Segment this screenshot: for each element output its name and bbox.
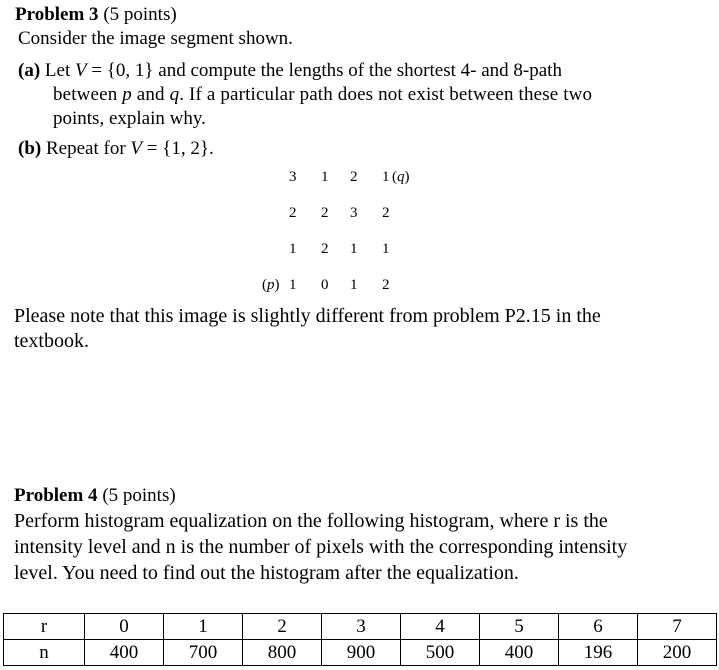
histogram-table bbox=[3, 613, 717, 666]
grid-cell: 2 bbox=[289, 205, 297, 221]
part-b-label: (b) bbox=[18, 138, 42, 159]
table-cell: 400 bbox=[85, 640, 164, 666]
var-v: V bbox=[74, 60, 87, 81]
grid-cell: 1 bbox=[321, 169, 329, 185]
table-cell: 6 bbox=[559, 614, 638, 640]
p-label: (p) bbox=[262, 277, 280, 293]
table-cell: 500 bbox=[401, 640, 480, 666]
part-b-set: = {1, 2}. bbox=[142, 138, 214, 159]
var-p: p bbox=[122, 84, 132, 105]
problem-3-label: Problem 3 bbox=[15, 4, 99, 25]
problem-4-line-3: level. You need to find out the histogram after the equalization. bbox=[14, 562, 519, 584]
grid-cell: 1 bbox=[289, 277, 297, 293]
part-a-line-1 bbox=[18, 60, 562, 82]
grid-cell: 1 bbox=[382, 241, 390, 257]
table-header-n: n bbox=[4, 640, 85, 666]
table-cell: 200 bbox=[638, 640, 717, 666]
part-a-text-4: . If a particular path does not exist between these two bbox=[179, 84, 593, 105]
part-a-set: = {0, 1} and compute the lengths of the shortest 4- and 8-path bbox=[86, 60, 562, 81]
table-cell: 900 bbox=[322, 640, 401, 666]
part-a-text-1: Let bbox=[44, 60, 75, 81]
problem-3-title bbox=[15, 4, 177, 26]
grid-cell: 1 bbox=[350, 241, 358, 257]
grid-cell: 3 bbox=[350, 205, 358, 221]
table-cell: 1 bbox=[164, 614, 243, 640]
note-line-2: textbook. bbox=[14, 330, 89, 352]
grid-cell: 2 bbox=[350, 169, 358, 185]
problem-3-points: (5 points) bbox=[98, 4, 177, 25]
table-cell: 7 bbox=[638, 614, 717, 640]
table-cell: 196 bbox=[559, 640, 638, 666]
table-cell: 0 bbox=[85, 614, 164, 640]
table-row-r bbox=[4, 614, 717, 640]
note-line-1: Please note that this image is slightly different from problem P2.15 in the bbox=[14, 305, 601, 327]
table-cell: 5 bbox=[480, 614, 559, 640]
problem-4-label: Problem 4 bbox=[14, 485, 98, 506]
table-cell: 2 bbox=[243, 614, 322, 640]
grid-cell: 3 bbox=[289, 169, 297, 185]
q-label: (q) bbox=[392, 169, 410, 185]
var-q: q bbox=[169, 84, 180, 105]
problem-4-points: (5 points) bbox=[97, 485, 176, 506]
grid-cell: 2 bbox=[382, 205, 390, 221]
grid-cell: 1 bbox=[350, 277, 358, 293]
problem-3-intro: Consider the image segment shown. bbox=[18, 28, 293, 49]
grid-cell: 2 bbox=[321, 205, 329, 221]
part-a-line-2 bbox=[53, 84, 592, 106]
problem-4-line-1: Perform histogram equalization on the following histogram, where r is the bbox=[14, 510, 608, 532]
part-b-line bbox=[18, 138, 214, 160]
table-cell: 800 bbox=[243, 640, 322, 666]
table-cell: 400 bbox=[480, 640, 559, 666]
part-a-text-3: and bbox=[131, 84, 170, 105]
table-header-r: r bbox=[4, 614, 85, 640]
table-cell: 4 bbox=[401, 614, 480, 640]
grid-cell: 0 bbox=[321, 277, 329, 293]
part-a-text-2: between bbox=[53, 84, 123, 105]
table-cell: 700 bbox=[164, 640, 243, 666]
grid-cell: 2 bbox=[321, 241, 329, 257]
part-a-label: (a) bbox=[18, 60, 41, 81]
table-cell: 3 bbox=[322, 614, 401, 640]
part-b-text: Repeat for bbox=[45, 138, 131, 159]
grid-cell: 2 bbox=[382, 277, 390, 293]
var-v-b: V bbox=[130, 138, 142, 159]
grid-cell: 1 bbox=[382, 169, 390, 185]
problem-4-line-2: intensity level and n is the number of pixels with the corresponding intensity bbox=[14, 536, 628, 558]
table-row-n bbox=[4, 640, 717, 666]
grid-cell: 1 bbox=[289, 241, 297, 257]
problem-4-title bbox=[14, 485, 176, 507]
part-a-line-3: points, explain why. bbox=[53, 108, 206, 129]
